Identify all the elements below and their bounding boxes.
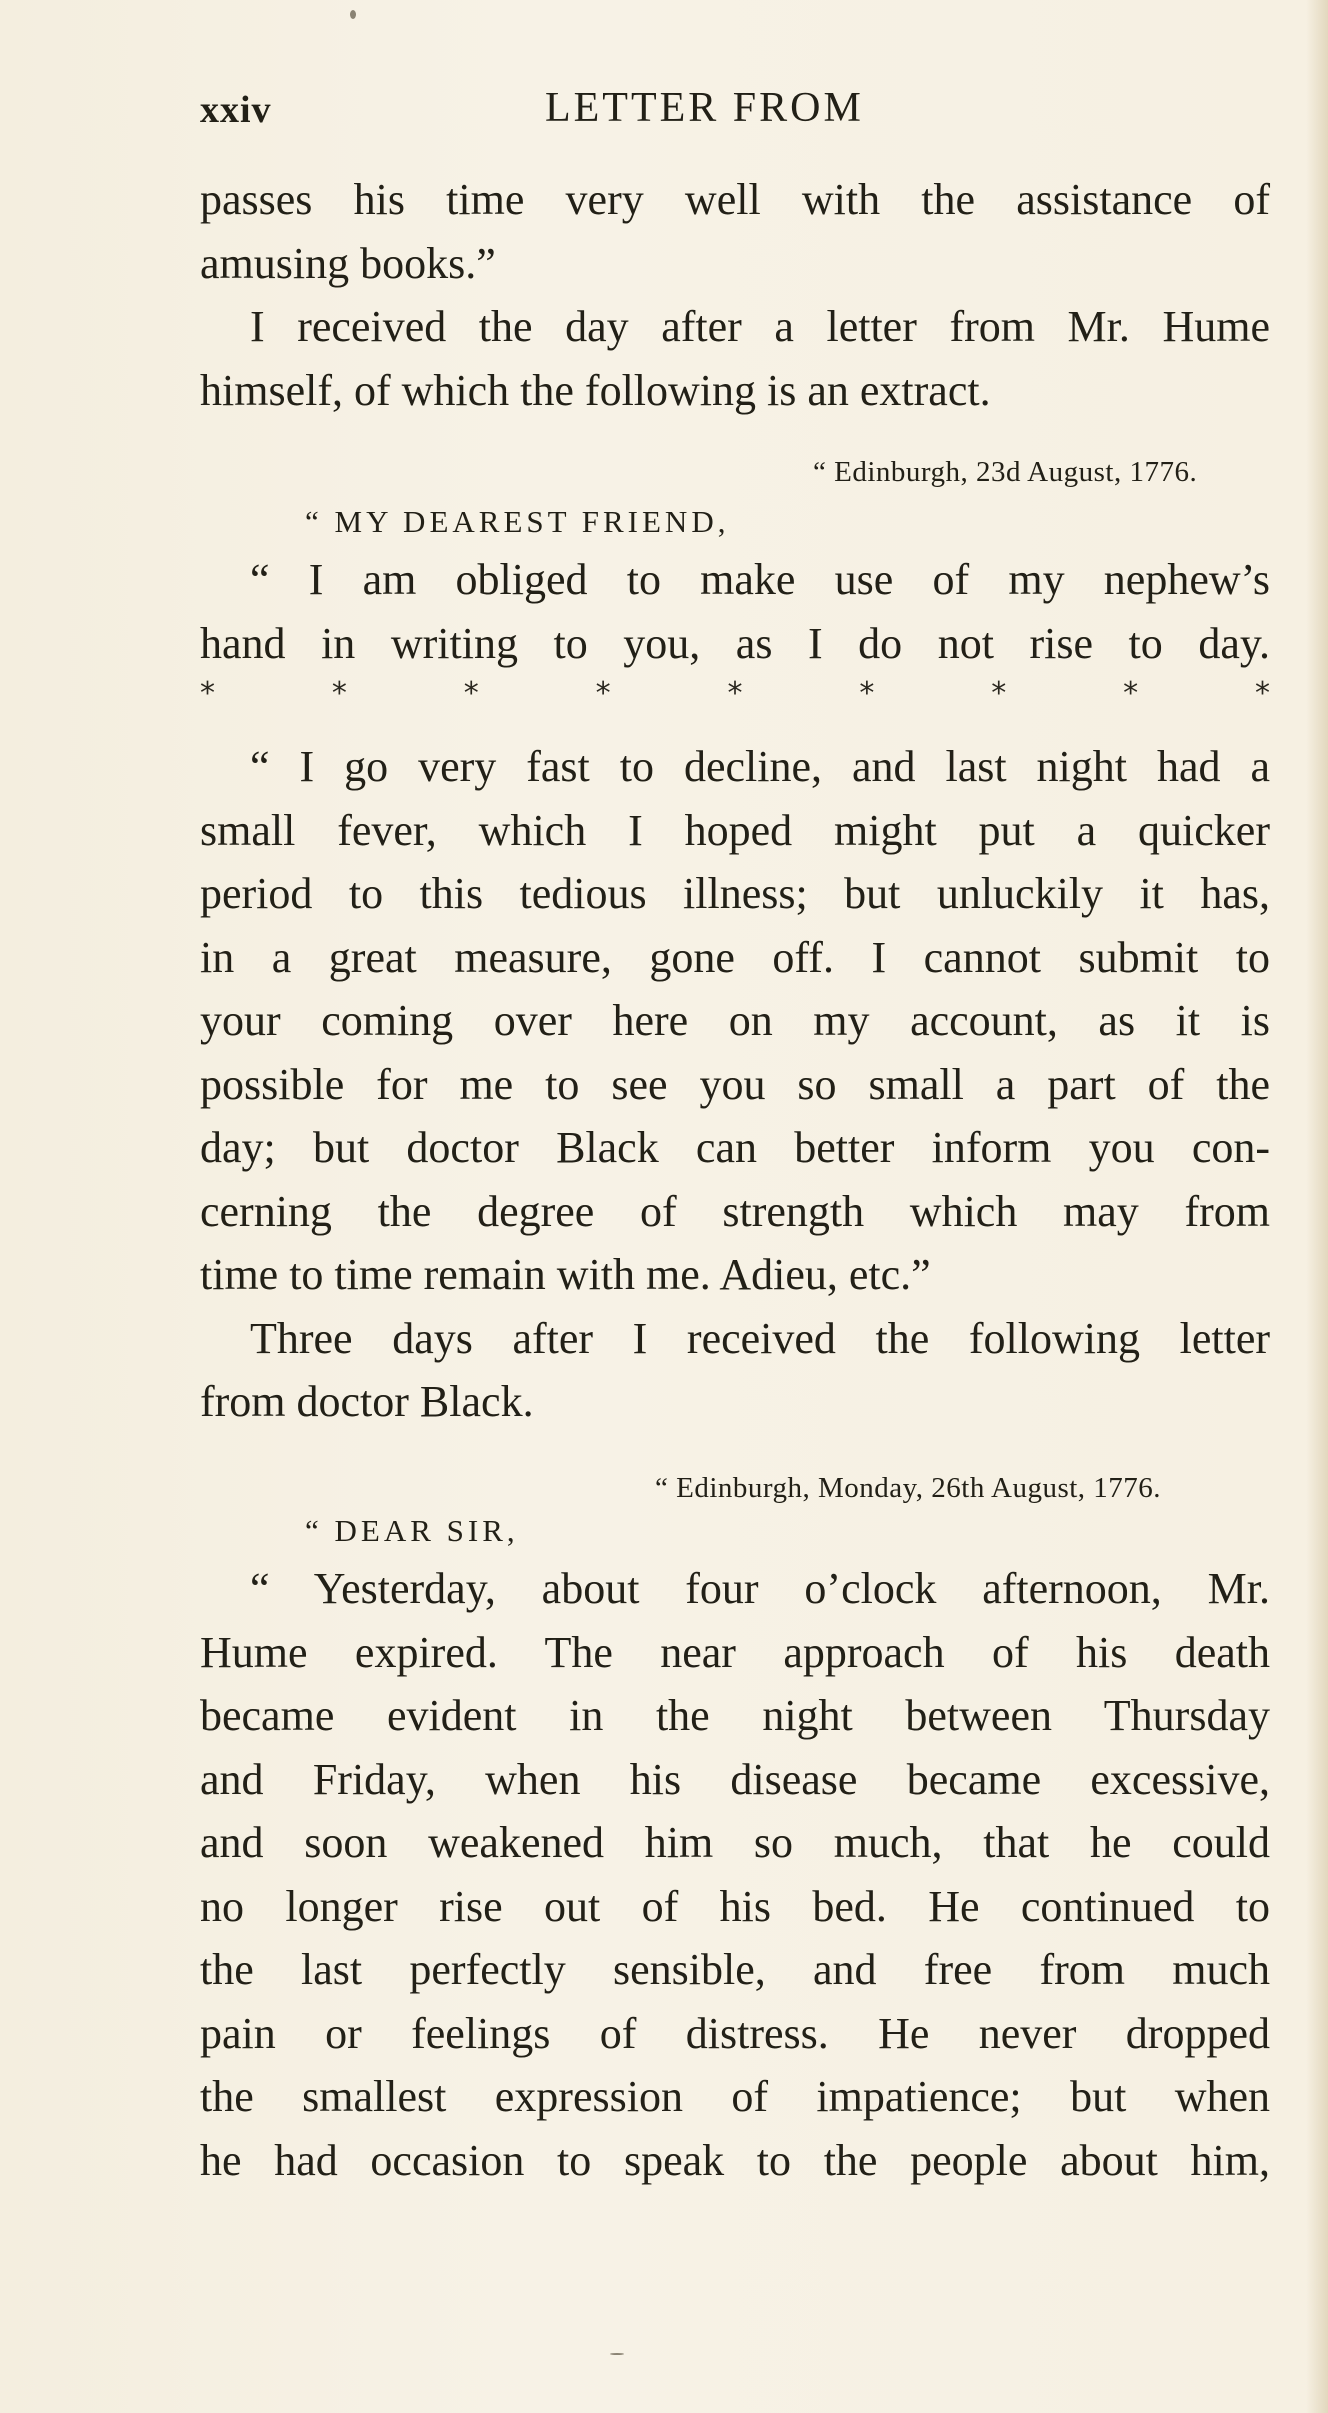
- letter1-dateline: “ Edinburgh, 23d August, 1776.: [813, 456, 1198, 488]
- ink-speck: [350, 10, 356, 19]
- star: *: [331, 676, 347, 711]
- text-line: amusing books.”: [200, 238, 496, 288]
- letter2-paragraph: [200, 1557, 1270, 2192]
- star: *: [1255, 676, 1270, 711]
- text-line: from doctor Black.: [200, 1377, 534, 1426]
- text-line: himself, of which the following is an extract.: [200, 365, 991, 415]
- page-number: xxiv: [200, 89, 272, 131]
- text-line: pain or feelings of distress. He never dropped: [200, 2008, 1270, 2058]
- letter1-salutation: “ MY DEAREST FRIEND,: [305, 504, 730, 539]
- page-edge-shadow: [1306, 0, 1328, 2413]
- text-line: in a great measure, gone off. I cannot submit to: [200, 932, 1270, 982]
- star: *: [1123, 676, 1139, 711]
- text-line: and Friday, when his disease became excessive,: [200, 1754, 1270, 1804]
- text-line: “ I am obliged to make use of my nephew’s: [250, 555, 1270, 604]
- text-line: I received the day after a letter from Mr. Hume: [250, 302, 1270, 351]
- text-line: time to time remain with me. Adieu, etc.”: [200, 1250, 931, 1299]
- text-line: the smallest expression of impatience; but when: [200, 2072, 1270, 2121]
- star: *: [595, 676, 611, 711]
- text-line: your coming over here on my account, as it is: [200, 996, 1270, 1045]
- letter1-second-paragraph: [200, 735, 1270, 1434]
- text-line: Three days after I received the following letter: [250, 1313, 1270, 1363]
- letter2-dateline: “ Edinburgh, Monday, 26th August, 1776.: [655, 1472, 1162, 1504]
- text-line: “ I go very fast to decline, and last night had a: [250, 742, 1270, 791]
- page-header: [200, 85, 1270, 148]
- text-line: period to this tedious illness; but unluckily it has,: [200, 869, 1270, 918]
- ink-speck: [610, 2353, 624, 2355]
- text-line: became evident in the night between Thursday: [200, 1691, 1270, 1740]
- text-line: small fever, which I hoped might put a quicker: [200, 805, 1270, 855]
- text-line: day; but doctor Black can better inform you con-: [200, 1123, 1270, 1172]
- text-line: Hume expired. The near approach of his death: [200, 1627, 1270, 1677]
- text-line: hand in writing to you, as I do not rise to day.: [200, 618, 1270, 668]
- star: *: [859, 676, 875, 711]
- text-line: the last perfectly sensible, and free from much: [200, 1945, 1270, 1994]
- text-line: cerning the degree of strength which may from: [200, 1186, 1270, 1236]
- star: *: [991, 676, 1007, 711]
- text-line: he had occasion to speak to the people about him,: [200, 2135, 1270, 2185]
- star: *: [727, 676, 743, 711]
- running-head: LETTER FROM: [545, 85, 864, 131]
- opening-paragraphs: [200, 168, 1270, 422]
- text-line: “ Yesterday, about four o’clock afternoon, Mr.: [250, 1564, 1270, 1613]
- text-line: passes his time very well with the assistance of: [200, 175, 1270, 224]
- star: *: [463, 676, 479, 711]
- text-line: no longer rise out of his bed. He continued to: [200, 1881, 1270, 1931]
- text-line: possible for me to see you so small a part of the: [200, 1059, 1270, 1109]
- letter2-salutation: “ DEAR SIR,: [305, 1513, 519, 1548]
- text-line: and soon weakened him so much, that he could: [200, 1818, 1270, 1867]
- letter1-first-paragraph: [200, 548, 1270, 675]
- ellipsis-stars: [200, 676, 1270, 711]
- star: *: [200, 676, 215, 711]
